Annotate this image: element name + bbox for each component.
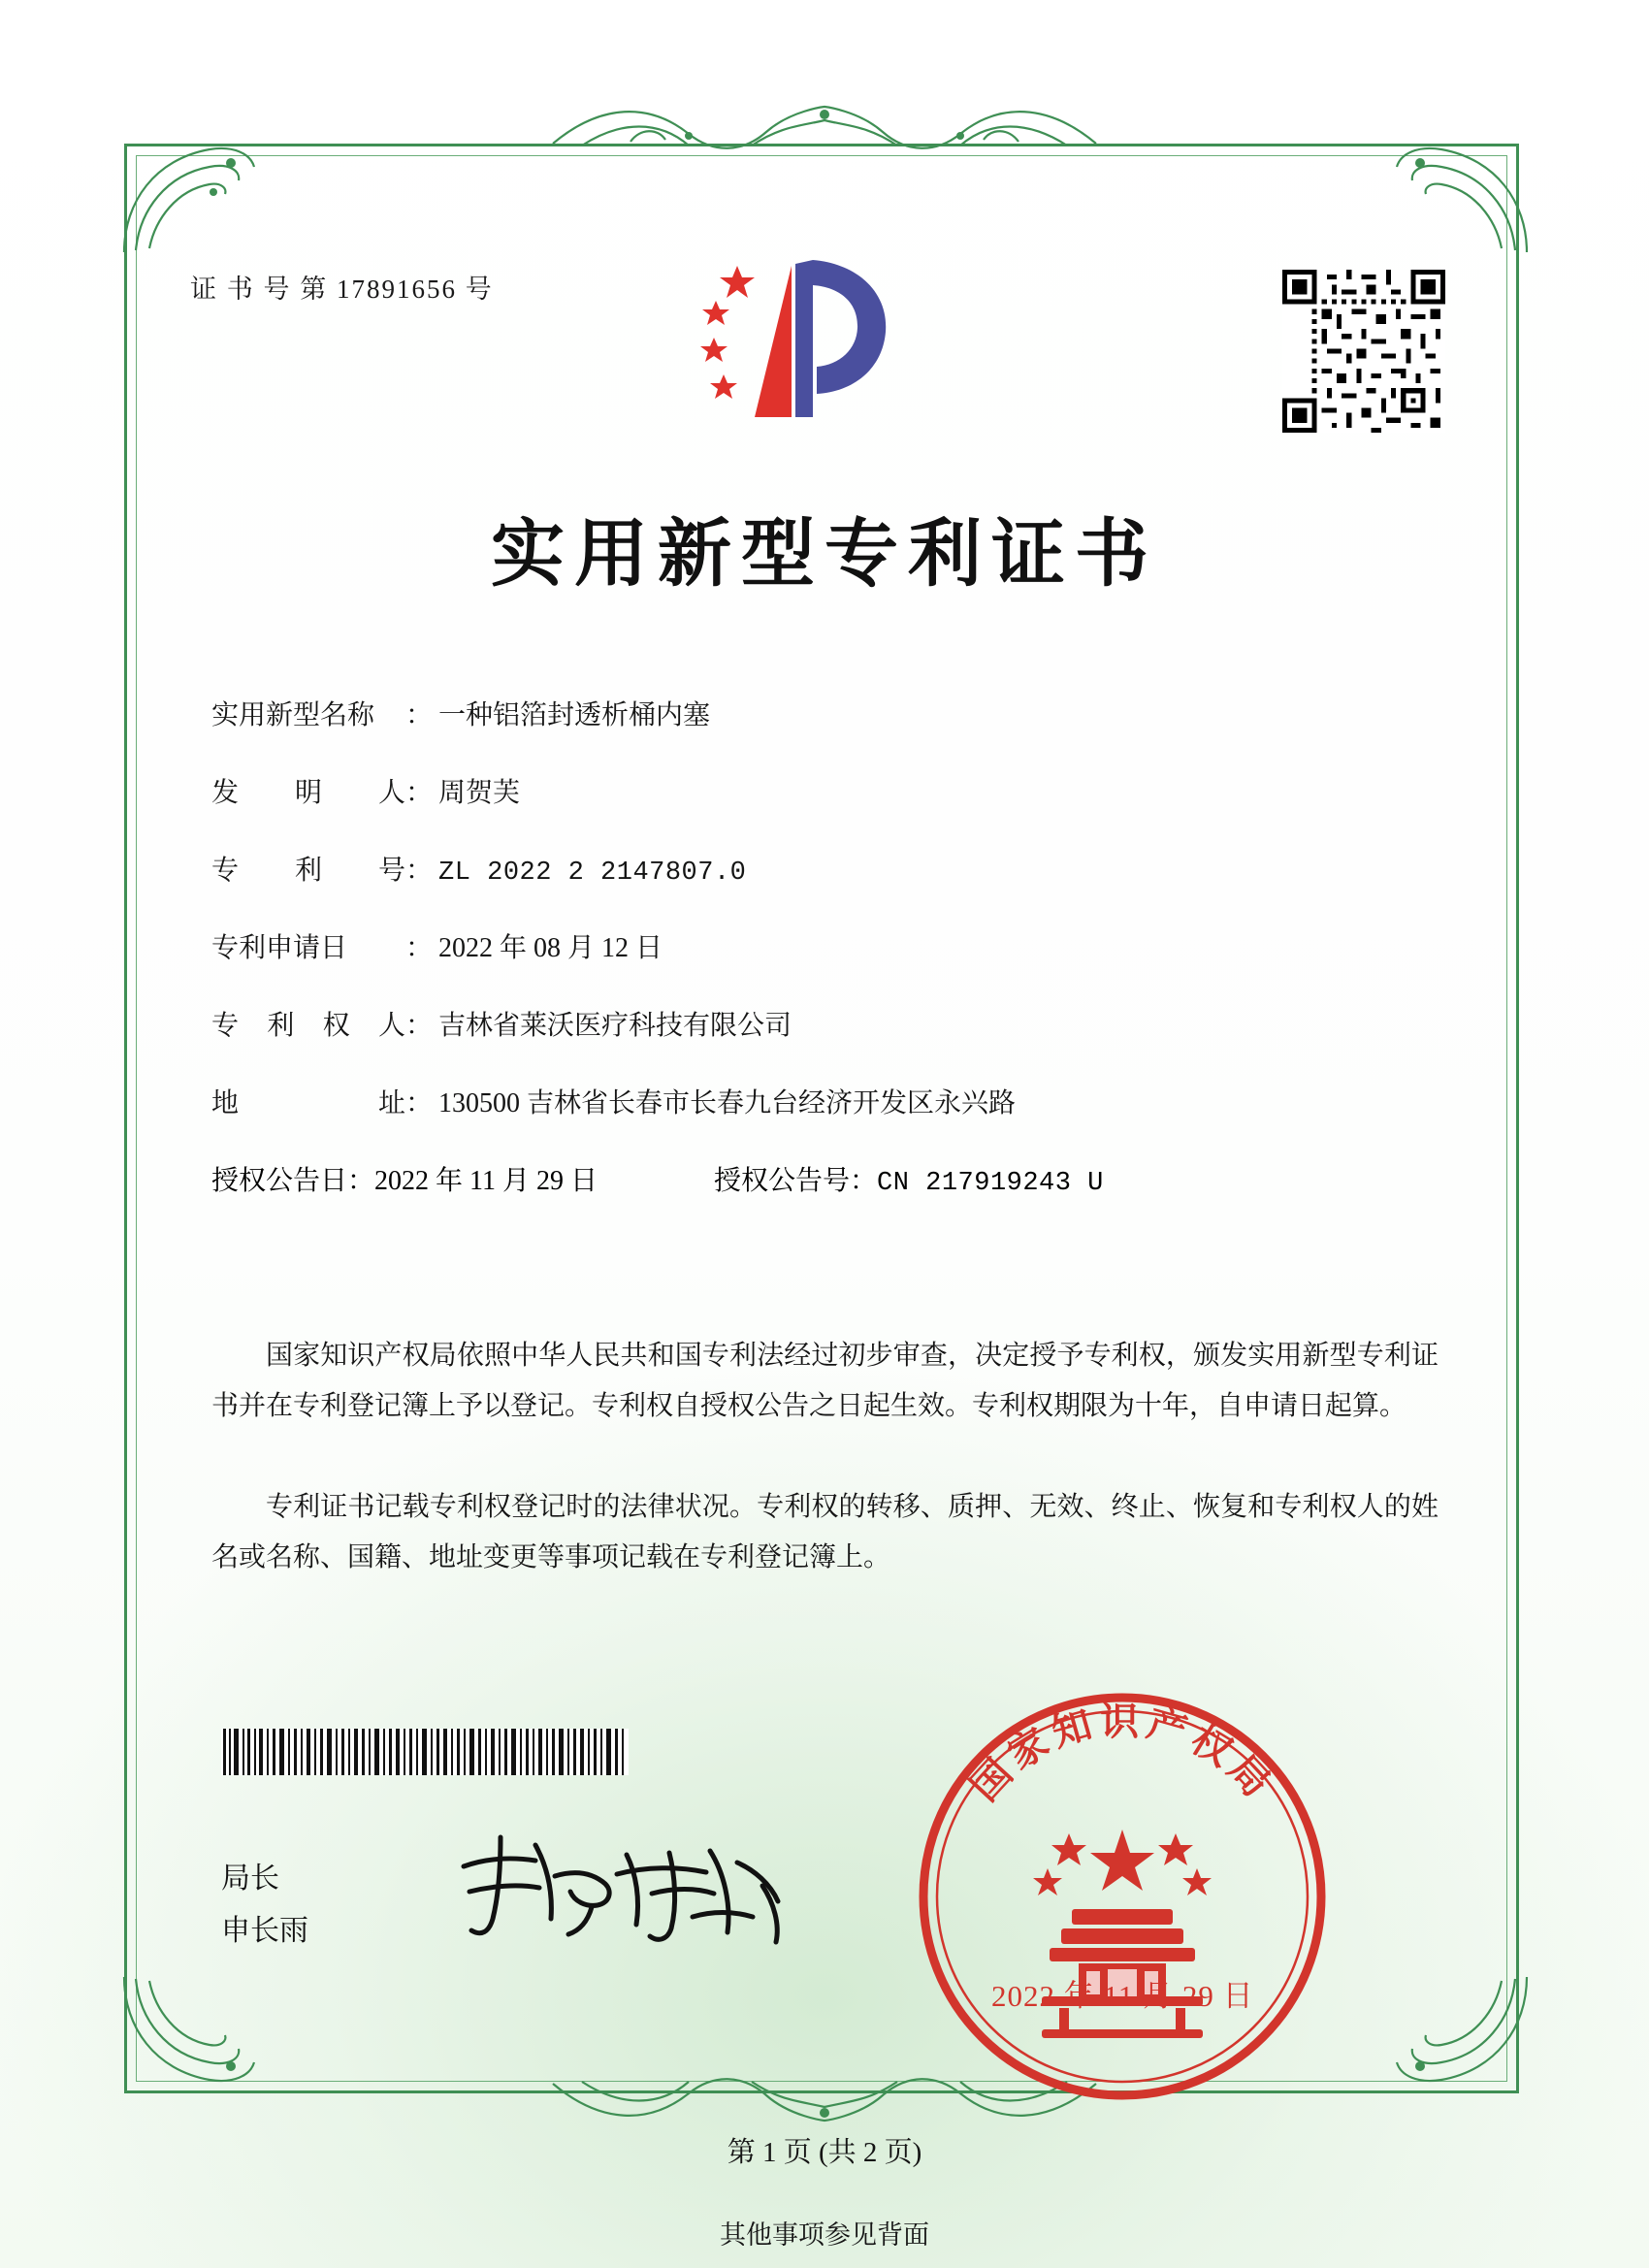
- field-application-date: [211, 926, 1443, 965]
- field-value: 130500 吉林省长春市长春九台经济开发区永兴路: [438, 1088, 1017, 1118]
- field-value: 一种铝箔封透析桶内塞: [438, 700, 711, 730]
- field-value: 吉林省莱沃医疗科技有限公司: [438, 1011, 792, 1041]
- field-inventor: [211, 771, 1443, 810]
- field-colon: ：: [347, 1166, 375, 1196]
- field-colon: ：: [405, 856, 434, 886]
- field-label: 地 址: [211, 1088, 405, 1118]
- corner-ornament-icon: [116, 1969, 262, 2095]
- field-label: 专利申请日: [211, 933, 348, 963]
- director-title-label: 局长: [221, 1863, 279, 1895]
- field-label: 专 利 号: [211, 856, 405, 886]
- field-colon: ：: [405, 933, 434, 963]
- field-address: [211, 1082, 1443, 1120]
- signature-block: [221, 1853, 308, 1958]
- field-colon: ：: [405, 1088, 434, 1118]
- field-utility-model-name: [211, 694, 1443, 732]
- field-grant-publication: [211, 1159, 1443, 1198]
- field-patent-number: [211, 849, 1443, 888]
- field-label: 实用新型名称: [211, 700, 375, 730]
- page-title: 实用新型专利证书: [491, 510, 1158, 597]
- field-value: 周贺芙: [438, 778, 521, 808]
- grant-date-label: 授权公告日: [211, 1166, 348, 1196]
- corner-ornament-icon: [1389, 134, 1535, 260]
- seal-date: 2022 年 11 月 29 日: [991, 1979, 1254, 2013]
- director-name-label: 申长雨: [221, 1915, 308, 1947]
- qr-code-icon: [1282, 270, 1445, 433]
- grant-number-value: CN 217919243 U: [877, 1169, 1104, 1198]
- page-indicator: 第 1 页 (共 2 页): [727, 2137, 922, 2168]
- grant-number-label: 授权公告号: [714, 1166, 851, 1196]
- certificate-fields: [211, 694, 1443, 1227]
- corner-ornament-icon: [1389, 1969, 1535, 2095]
- corner-ornament-icon: [116, 134, 262, 260]
- svg-text:国家知识产权局: 国家知识产权局: [962, 1700, 1282, 1809]
- field-label: 专 利 权 人: [211, 1011, 405, 1041]
- official-seal-icon: [914, 1688, 1331, 2105]
- grant-date-value: 2022 年 11 月 29 日: [374, 1166, 598, 1196]
- certificate-number: 证 书 号 第 17891656 号: [190, 275, 494, 304]
- field-label: 发 明 人: [211, 778, 405, 808]
- field-colon: ：: [405, 700, 434, 730]
- legal-paragraph-2: 专利证书记载专利权登记时的法律状况。专利权的转移、质押、无效、终止、恢复和专利权人的姓名或名称、国籍、地址变更等事项记载在专利登记簿上。: [211, 1492, 1439, 1572]
- field-value: 2022 年 08 月 12 日: [438, 933, 663, 963]
- legal-paragraph-1: 国家知识产权局依照中华人民共和国专利法经过初步审查，决定授予专利权，颁发实用新型专利证书并在专利登记簿上予以登记。专利权自授权公告之日起生效。专利权期限为十年，自申请日起算。: [211, 1341, 1439, 1421]
- field-patentee: [211, 1004, 1443, 1043]
- cnipa-logo-icon: [698, 243, 922, 427]
- field-colon: ：: [405, 1011, 434, 1041]
- handwritten-signature-icon: [446, 1824, 805, 1950]
- field-colon: ：: [405, 778, 434, 808]
- field-colon: ：: [850, 1166, 878, 1196]
- top-ornament-icon: [543, 85, 1106, 173]
- barcode-icon: [221, 1729, 629, 1775]
- field-value: ZL 2022 2 2147807.0: [438, 859, 747, 888]
- back-side-note: 其他事项参见背面: [720, 2220, 929, 2250]
